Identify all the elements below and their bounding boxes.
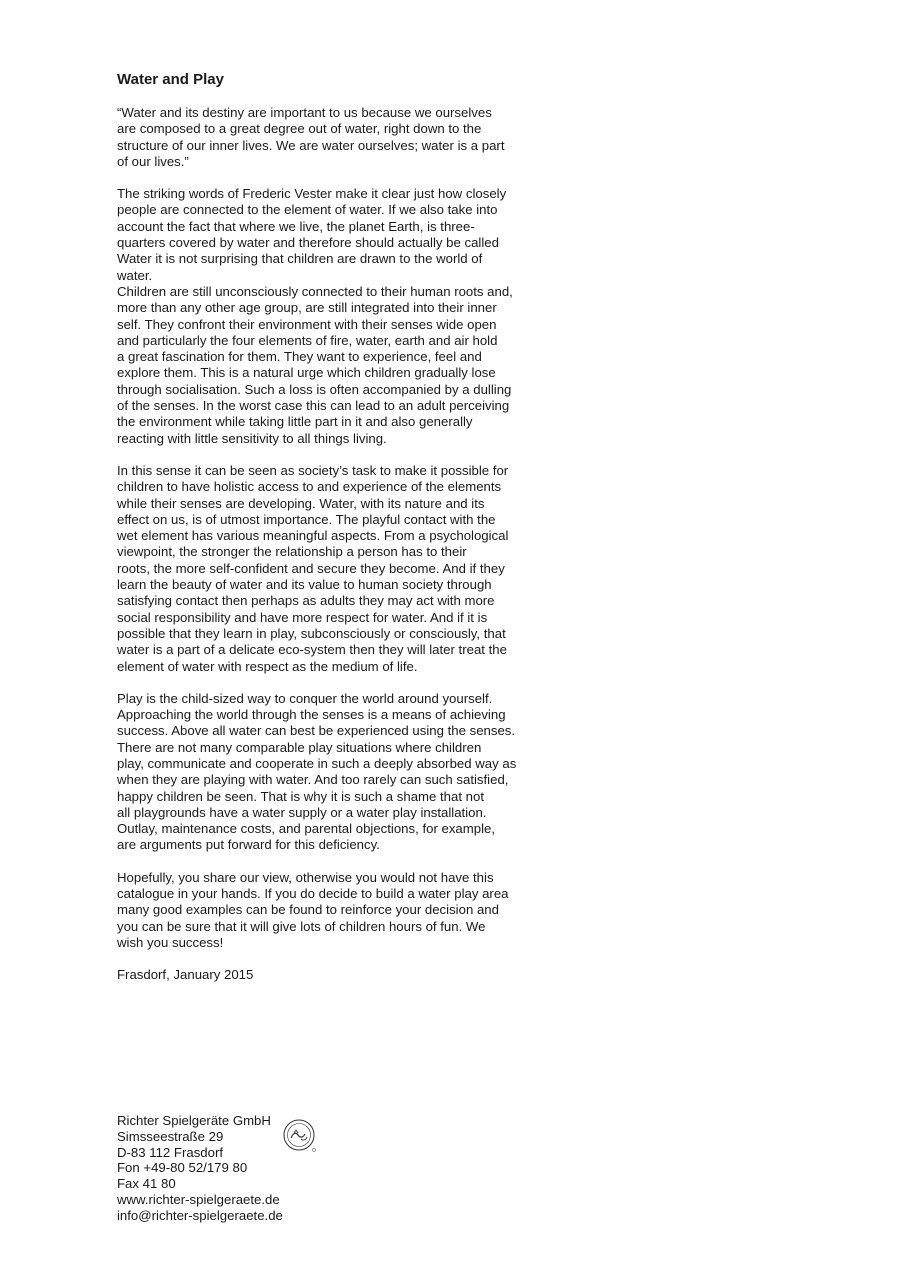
paragraph-society: [117, 463, 549, 675]
text-line: you can be sure that it will give lots of children hours of fun. We: [117, 918, 486, 934]
text-line: success. Above all water can best be experienced using the senses.: [117, 723, 516, 739]
paragraph-hopefully: [117, 870, 549, 951]
company-name: Richter Spielgeräte GmbH: [117, 1113, 271, 1128]
text-line: more than any other age group, are still integrated into their inner: [117, 300, 497, 316]
text-line: self. They confront their environment with their senses wide open: [117, 316, 497, 332]
text-line: while their senses are developing. Water, with its nature and its: [117, 495, 485, 511]
text-line: are arguments put forward for this deficiency.: [117, 837, 380, 853]
text-line: There are not many comparable play situations where children: [117, 739, 482, 755]
text-line: wet element has various meaningful aspects. From a psychological: [117, 528, 509, 544]
text-line: the environment while taking little part in it and also generally: [117, 414, 473, 430]
text-line: play, communicate and cooperate in such a deeply absorbed way as: [117, 755, 517, 771]
address-city: D-83 112 Frasdorf: [117, 1144, 224, 1160]
text-line: water is a part of a delicate eco-system then they will later treat the: [117, 642, 507, 658]
paragraph-quote: [117, 105, 549, 170]
text-line: wish you success!: [117, 934, 224, 950]
text-line: “Water and its destiny are important to us because we ourselves: [117, 105, 492, 120]
text-line: Water it is not surprising that children are drawn to the world of: [117, 251, 483, 267]
text-line: children to have holistic access to and experience of the elements: [117, 479, 502, 495]
phone-number: Fon +49-80 52/179 80: [117, 1160, 248, 1176]
text-line: Children are still unconsciously connected to their human roots and,: [117, 283, 513, 299]
text-line: when they are playing with water. And too rarely can such satisfied,: [117, 772, 509, 788]
company-seal-icon: [283, 1118, 317, 1154]
text-line: Hopefully, you share our view, otherwise you would not have this: [117, 869, 494, 885]
text-line: roots, the more self-confident and secure they become. And if they: [117, 560, 505, 576]
text-line: many good examples can be found to reinforce your decision and: [117, 902, 499, 918]
text-line: element of water with respect as the medium of life.: [117, 658, 418, 674]
date-line: Frasdorf, January 2015: [117, 967, 254, 983]
text-line: satisfying contact then perhaps as adults they may act with more: [117, 593, 495, 609]
text-line: people are connected to the element of water. If we also take into: [117, 202, 498, 218]
text-line: social responsibility and have more respect for water. And if it is: [117, 609, 488, 625]
text-line: of the senses. In the worst case this can lead to an adult perceiving: [117, 398, 510, 414]
page-title: Water and Play: [117, 71, 224, 88]
text-line: water.: [117, 267, 153, 283]
text-line: account the fact that where we live, the planet Earth, is three-: [117, 218, 475, 234]
address-street: Simsseestraße 29: [117, 1128, 224, 1144]
text-line: of our lives.”: [117, 153, 189, 169]
document-body: [117, 70, 549, 984]
text-line: are composed to a great degree out of water, right down to the: [117, 121, 482, 137]
text-line: In this sense it can be seen as society’s task to make it possible for: [117, 462, 509, 478]
company-address: [117, 1113, 283, 1224]
text-line: quarters covered by water and therefore should actually be called: [117, 235, 499, 251]
website-link[interactable]: www.richter-spielgeraete.de: [117, 1191, 280, 1207]
text-line: possible that they learn in play, subconsciously or consciously, that: [117, 625, 506, 641]
text-line: Outlay, maintenance costs, and parental objections, for example,: [117, 821, 496, 837]
fax-number: Fax 41 80: [117, 1176, 176, 1192]
paragraph-play: [117, 691, 549, 854]
text-line: Approaching the world through the senses is a means of achieving: [117, 707, 506, 723]
paragraph-signoff: [117, 967, 549, 983]
text-line: The striking words of Frederic Vester make it clear just how closely: [117, 186, 507, 202]
text-line: a great fascination for them. They want to experience, feel and: [117, 349, 482, 365]
text-line: reacting with little sensitivity to all things living.: [117, 430, 387, 446]
text-line: learn the beauty of water and its value to human society through: [117, 577, 492, 593]
email-link[interactable]: info@richter-spielgeraete.de: [117, 1207, 283, 1223]
text-line: Play is the child-sized way to conquer the world around yourself.: [117, 690, 493, 706]
text-line: catalogue in your hands. If you do decide to build a water play area: [117, 886, 509, 902]
paragraph-vester: [117, 186, 549, 447]
text-line: through socialisation. Such a loss is often accompanied by a dulling: [117, 381, 512, 397]
text-line: happy children be seen. That is why it is such a shame that not: [117, 788, 485, 804]
text-line: structure of our inner lives. We are water ourselves; water is a part: [117, 137, 505, 153]
text-line: and particularly the four elements of fire, water, earth and air hold: [117, 332, 498, 348]
text-line: explore them. This is a natural urge which children gradually lose: [117, 365, 496, 381]
text-line: all playgrounds have a water supply or a water play installation.: [117, 804, 487, 820]
text-line: viewpoint, the stronger the relationship a person has to their: [117, 544, 467, 560]
text-line: effect on us, is of utmost importance. The playful contact with the: [117, 511, 496, 527]
